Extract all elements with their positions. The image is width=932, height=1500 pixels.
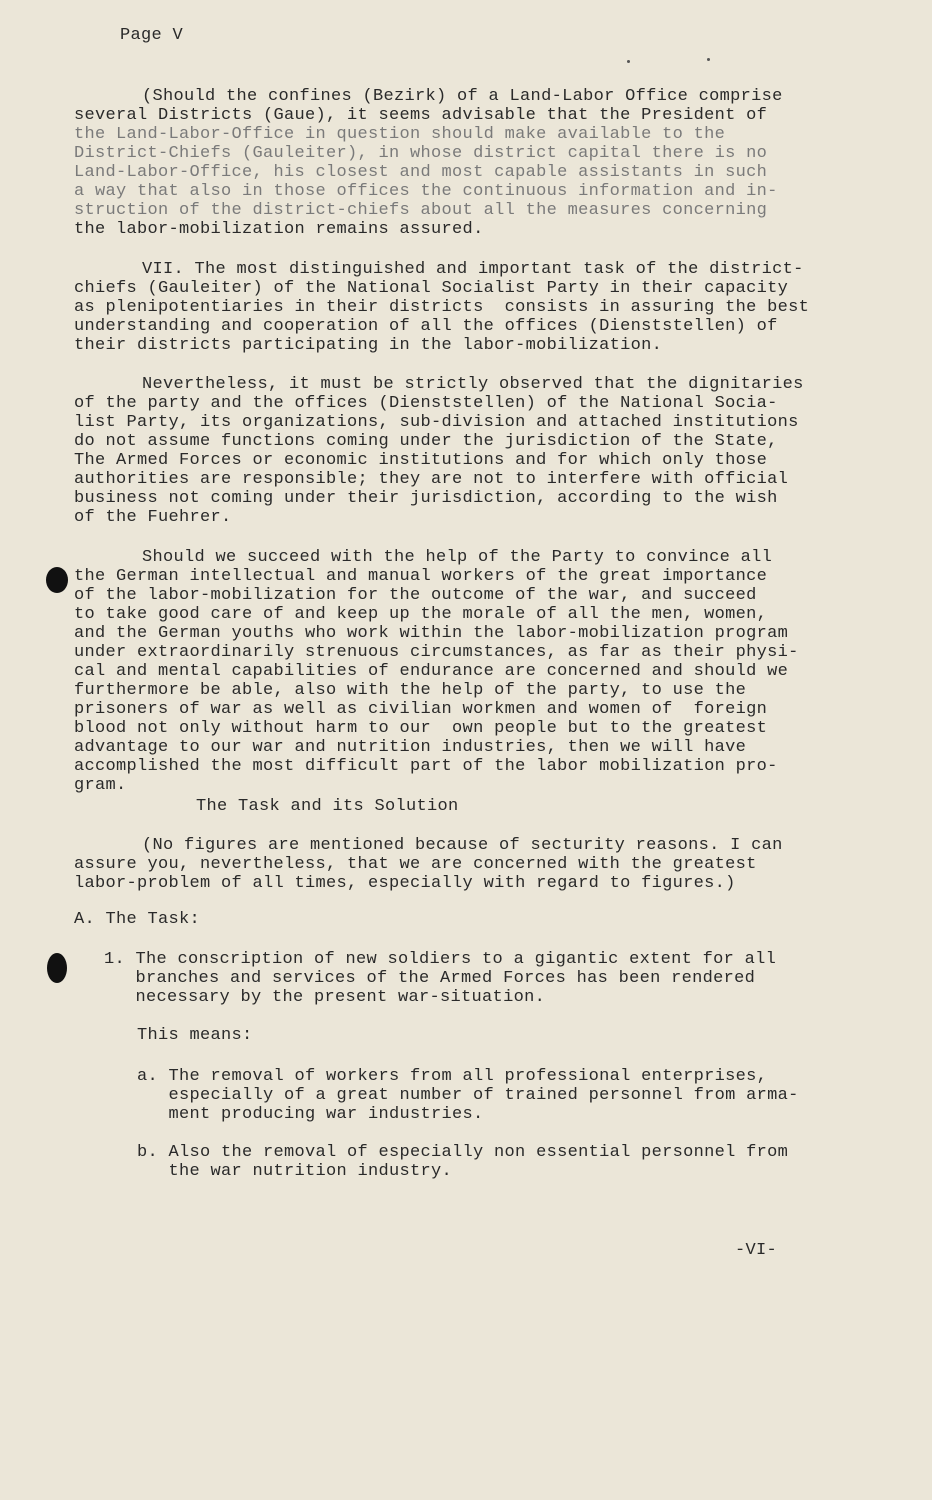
this-means-label: This means: xyxy=(137,1026,253,1045)
paragraph-3-line: business not coming under their jurisdiction, according to the wish xyxy=(74,489,778,508)
paragraph-1-line: Land-Labor-Office, his closest and most capable assistants in such xyxy=(74,163,768,182)
paragraph-5-line: (No figures are mentioned because of secturity reasons. I can xyxy=(142,836,783,855)
task-item-b-line: the war nutrition industry. xyxy=(137,1162,453,1181)
paragraph-2-line: understanding and cooperation of all the offices (Dienststellen) of xyxy=(74,317,778,336)
paragraph-5-line: assure you, nevertheless, that we are concerned with the greatest xyxy=(74,855,757,874)
task-heading: A. The Task: xyxy=(74,910,201,929)
paragraph-4-line: advantage to our war and nutrition industries, then we will have xyxy=(74,738,747,757)
paragraph-5-line: labor-problem of all times, especially with regard to figures.) xyxy=(74,874,736,893)
task-item-1-line: branches and services of the Armed Forces has been rendered xyxy=(104,969,756,988)
paragraph-4-line: the German intellectual and manual workers of the great importance xyxy=(74,567,768,586)
paper-speck xyxy=(707,58,710,61)
paragraph-4-line: gram. xyxy=(74,776,127,795)
paragraph-4-line: of the labor-mobilization for the outcome of the war, and succeed xyxy=(74,586,757,605)
paragraph-4-line: blood not only without harm to our own people but to the greatest xyxy=(74,719,768,738)
paragraph-1-line: District-Chiefs (Gauleiter), in whose district capital there is no xyxy=(74,144,768,163)
section-title: The Task and its Solution xyxy=(196,797,459,816)
paragraph-3-line: Nevertheless, it must be strictly observed that the dignitaries xyxy=(142,375,804,394)
paragraph-4-line: furthermore be able, also with the help of the party, to use the xyxy=(74,681,747,700)
task-item-1-line: 1. The conscription of new soldiers to a gigantic extent for all xyxy=(104,950,777,969)
task-item-a-line: a. The removal of workers from all professional enterprises, xyxy=(137,1067,768,1086)
paragraph-1-line: the Land-Labor-Office in question should make available to the xyxy=(74,125,726,144)
task-item-1-line: necessary by the present war-situation. xyxy=(104,988,546,1007)
task-item-a-line: especially of a great number of trained personnel from arma- xyxy=(137,1086,799,1105)
paragraph-4-line: and the German youths who work within the labor-mobilization program xyxy=(74,624,789,643)
paragraph-4-line: accomplished the most difficult part of the labor mobilization pro- xyxy=(74,757,778,776)
binder-hole xyxy=(47,953,67,983)
paragraph-4-line: under extraordinarily strenuous circumstances, as far as their physi- xyxy=(74,643,799,662)
paragraph-3-line: do not assume functions coming under the jurisdiction of the State, xyxy=(74,432,778,451)
paragraph-1-line: (Should the confines (Bezirk) of a Land-Labor Office comprise xyxy=(142,87,783,106)
paper-speck xyxy=(627,60,630,63)
paragraph-2-line: their districts participating in the labor-mobilization. xyxy=(74,336,663,355)
paragraph-1-line: a way that also in those offices the continuous information and in- xyxy=(74,182,778,201)
paragraph-4-line: cal and mental capabilities of endurance are concerned and should we xyxy=(74,662,789,681)
paragraph-4-line: prisoners of war as well as civilian workmen and women of foreign xyxy=(74,700,768,719)
paragraph-4-line: Should we succeed with the help of the Party to convince all xyxy=(142,548,773,567)
paragraph-3-line: of the party and the offices (Dienststellen) of the National Socia- xyxy=(74,394,778,413)
paragraph-4-line: to take good care of and keep up the morale of all the men, women, xyxy=(74,605,768,624)
paragraph-3-line: authorities are responsible; they are not to interfere with official xyxy=(74,470,789,489)
page-header: Page V xyxy=(120,26,184,45)
page-footer: -VI- xyxy=(735,1241,778,1260)
paragraph-2-line: as plenipotentiaries in their districts consists in assuring the best xyxy=(74,298,810,317)
paragraph-3-line: The Armed Forces or economic institutions and for which only those xyxy=(74,451,768,470)
task-item-a-line: ment producing war industries. xyxy=(137,1105,484,1124)
paragraph-2-line: VII. The most distinguished and important task of the district- xyxy=(142,260,804,279)
paragraph-1-line: struction of the district-chiefs about all the measures concerning xyxy=(74,201,768,220)
task-item-b-line: b. Also the removal of especially non essential personnel from xyxy=(137,1143,789,1162)
paragraph-1-line: the labor-mobilization remains assured. xyxy=(74,220,484,239)
binder-hole xyxy=(46,567,68,593)
paragraph-3-line: of the Fuehrer. xyxy=(74,508,232,527)
paragraph-3-line: list Party, its organizations, sub-division and attached institutions xyxy=(74,413,799,432)
paragraph-2-line: chiefs (Gauleiter) of the National Socialist Party in their capacity xyxy=(74,279,789,298)
paragraph-1-line: several Districts (Gaue), it seems advisable that the President of xyxy=(74,106,768,125)
